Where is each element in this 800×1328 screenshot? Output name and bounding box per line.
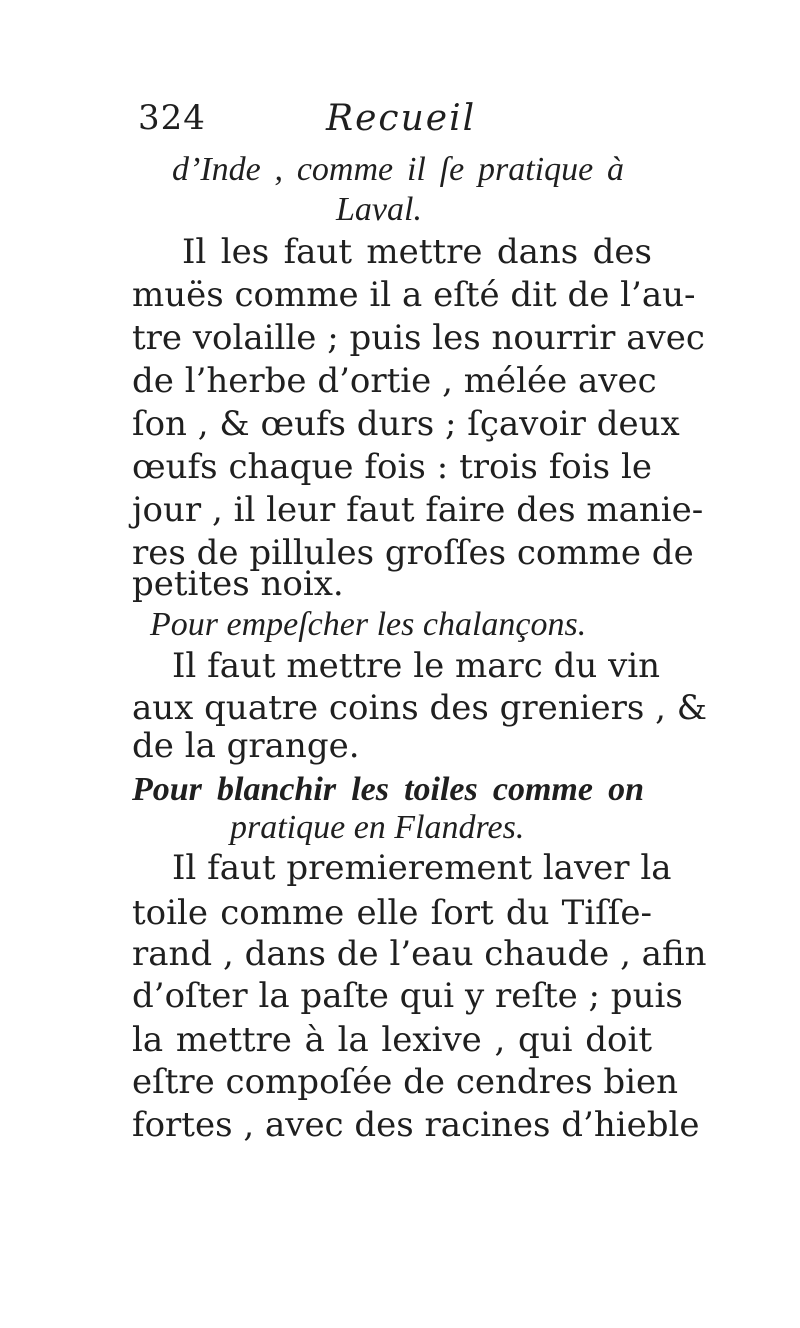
section1-body-line-4: de l’herbe d’ortie , mélée avec (132, 361, 657, 401)
section1-body-line-6: œufs chaque fois : trois fois le (132, 447, 652, 487)
page-header (138, 98, 658, 148)
section1-heading-line-1: d’Inde , comme il ſe pratique à (172, 151, 624, 188)
section1-body-line-3: tre volaille ; puis les nourrir avec (132, 318, 705, 358)
section3-body-line-4: d’oſter la paſte qui y reſte ; puis (132, 976, 683, 1016)
section2-body-line-1: Il faut mettre le marc du vin (172, 646, 661, 686)
section3-body-line-7: fortes , avec des racines d’hieble (132, 1105, 700, 1145)
section3-body-line-5: la mettre à la lexive , qui doit (132, 1020, 652, 1060)
section1-body-line-7: jour , il leur faut faire des manie- (132, 490, 704, 530)
section1-body-line-9: petites noix. (132, 564, 344, 604)
section1-body-line-1: Il les faut mettre dans des (182, 232, 652, 272)
section1-body-line-5: ſon , & œufs durs ; ſçavoir deux (132, 404, 680, 444)
page-number: 324 (138, 98, 206, 138)
section3-heading-line-1: Pour blanchir les toiles comme on (132, 771, 644, 808)
running-head: Recueil (326, 98, 477, 139)
section2-heading: Pour empeſcher les chalançons. (150, 606, 587, 643)
section2-body-line-3: de la grange. (132, 726, 360, 766)
section1-heading-line-2: Laval. (336, 191, 422, 228)
section1-body-line-2: muës comme il a eſté dit de l’au- (132, 275, 696, 315)
section1-body-line-8: res de pillules groſſes comme de (132, 533, 694, 573)
section3-body-line-1: Il faut premierement laver la (172, 848, 672, 888)
section3-heading-line-2: pratique en Flandres. (230, 809, 525, 846)
section3-body-line-6: eſtre compoſée de cendres bien (132, 1062, 678, 1102)
section3-body-line-2: toile comme elle ſort du Tiſſe- (132, 893, 652, 933)
section2-body-line-2: aux quatre coins des greniers , & (132, 688, 708, 728)
section3-body-line-3: rand , dans de l’eau chaude , afin (132, 934, 707, 974)
